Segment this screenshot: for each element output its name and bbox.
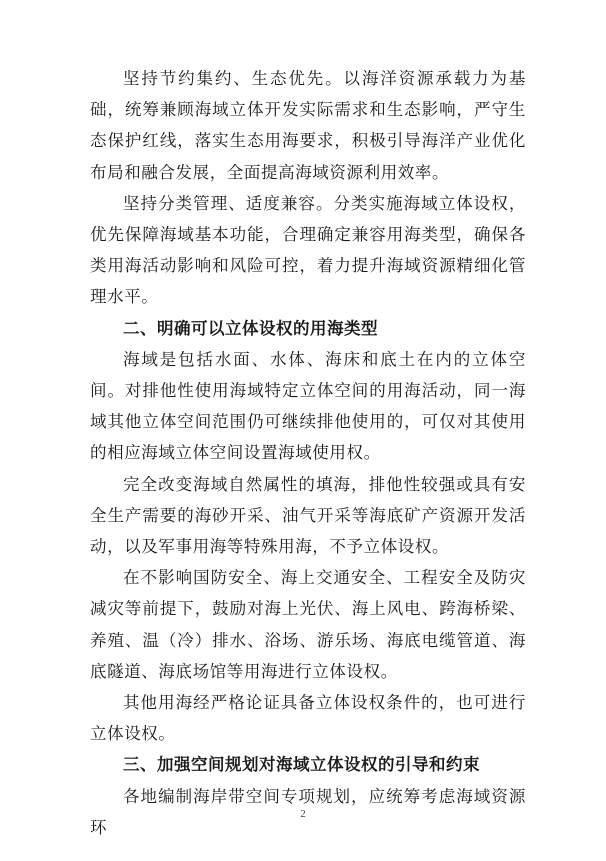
paragraph-definition: 海域是包括水面、水体、海床和底土在内的立体空间。对排他性使用海域特定立体空间的用海活动，同一海域其他立体空间范围仍可继续排他使用的，可仅对其使用的相应海域立体空间设置海域使用权。: [90, 349, 526, 463]
paragraph-lead: 坚持节约集约、生态优先。: [123, 69, 344, 88]
paragraph-principle-1: [90, 63, 526, 188]
paragraph-lead: 坚持分类管理、适度兼容。: [123, 193, 334, 213]
paragraph-other: 其他用海经严格论证具备立体设权条件的，也可进行立体设权。: [90, 693, 526, 744]
section-heading-2: 二、明确可以立体设权的用海类型: [123, 318, 378, 338]
paragraph-text: 分类实施海域立体设权，优先保障海域基本功能，合理确定兼容用海类型，确保各类用海活动影响和风险可控，着力提升海域资源精细化管理水平。: [90, 193, 526, 307]
paragraph-excluded: 完全改变海域自然属性的填海，排他性较强或具有安全生产需要的海砂开采、油气开采等海底矿产资源开发活动，以及军事用海等特殊用海，不予立体设权。: [90, 474, 526, 557]
paragraph-encouraged: 在不影响国防安全、海上交通安全、工程安全及防灾减灾等前提下，鼓励对海上光伏、海上风电、跨海桥梁、养殖、温（冷）排水、浴场、游乐场、海底电缆管道、海底隧道、海底场馆等用海进行立体设权。: [90, 568, 526, 681]
document-body: [90, 63, 526, 843]
paragraph-planning: 各地编制海岸带空间专项规划，应统筹考虑海域资源环: [90, 786, 526, 837]
page-number: 2: [300, 808, 306, 820]
paragraph-text: 以海洋资源承载力为基础，统筹兼顾海域立体开发实际需求和生态影响，严守生态保护红线，落实生态用海要求，积极引导海洋产业优化布局和融合发展，全面提高海域资源利用效率。: [90, 69, 527, 182]
section-heading-3: 三、加强空间规划对海域立体设权的引导和约束: [123, 755, 480, 775]
paragraph-principle-2: [90, 188, 526, 313]
